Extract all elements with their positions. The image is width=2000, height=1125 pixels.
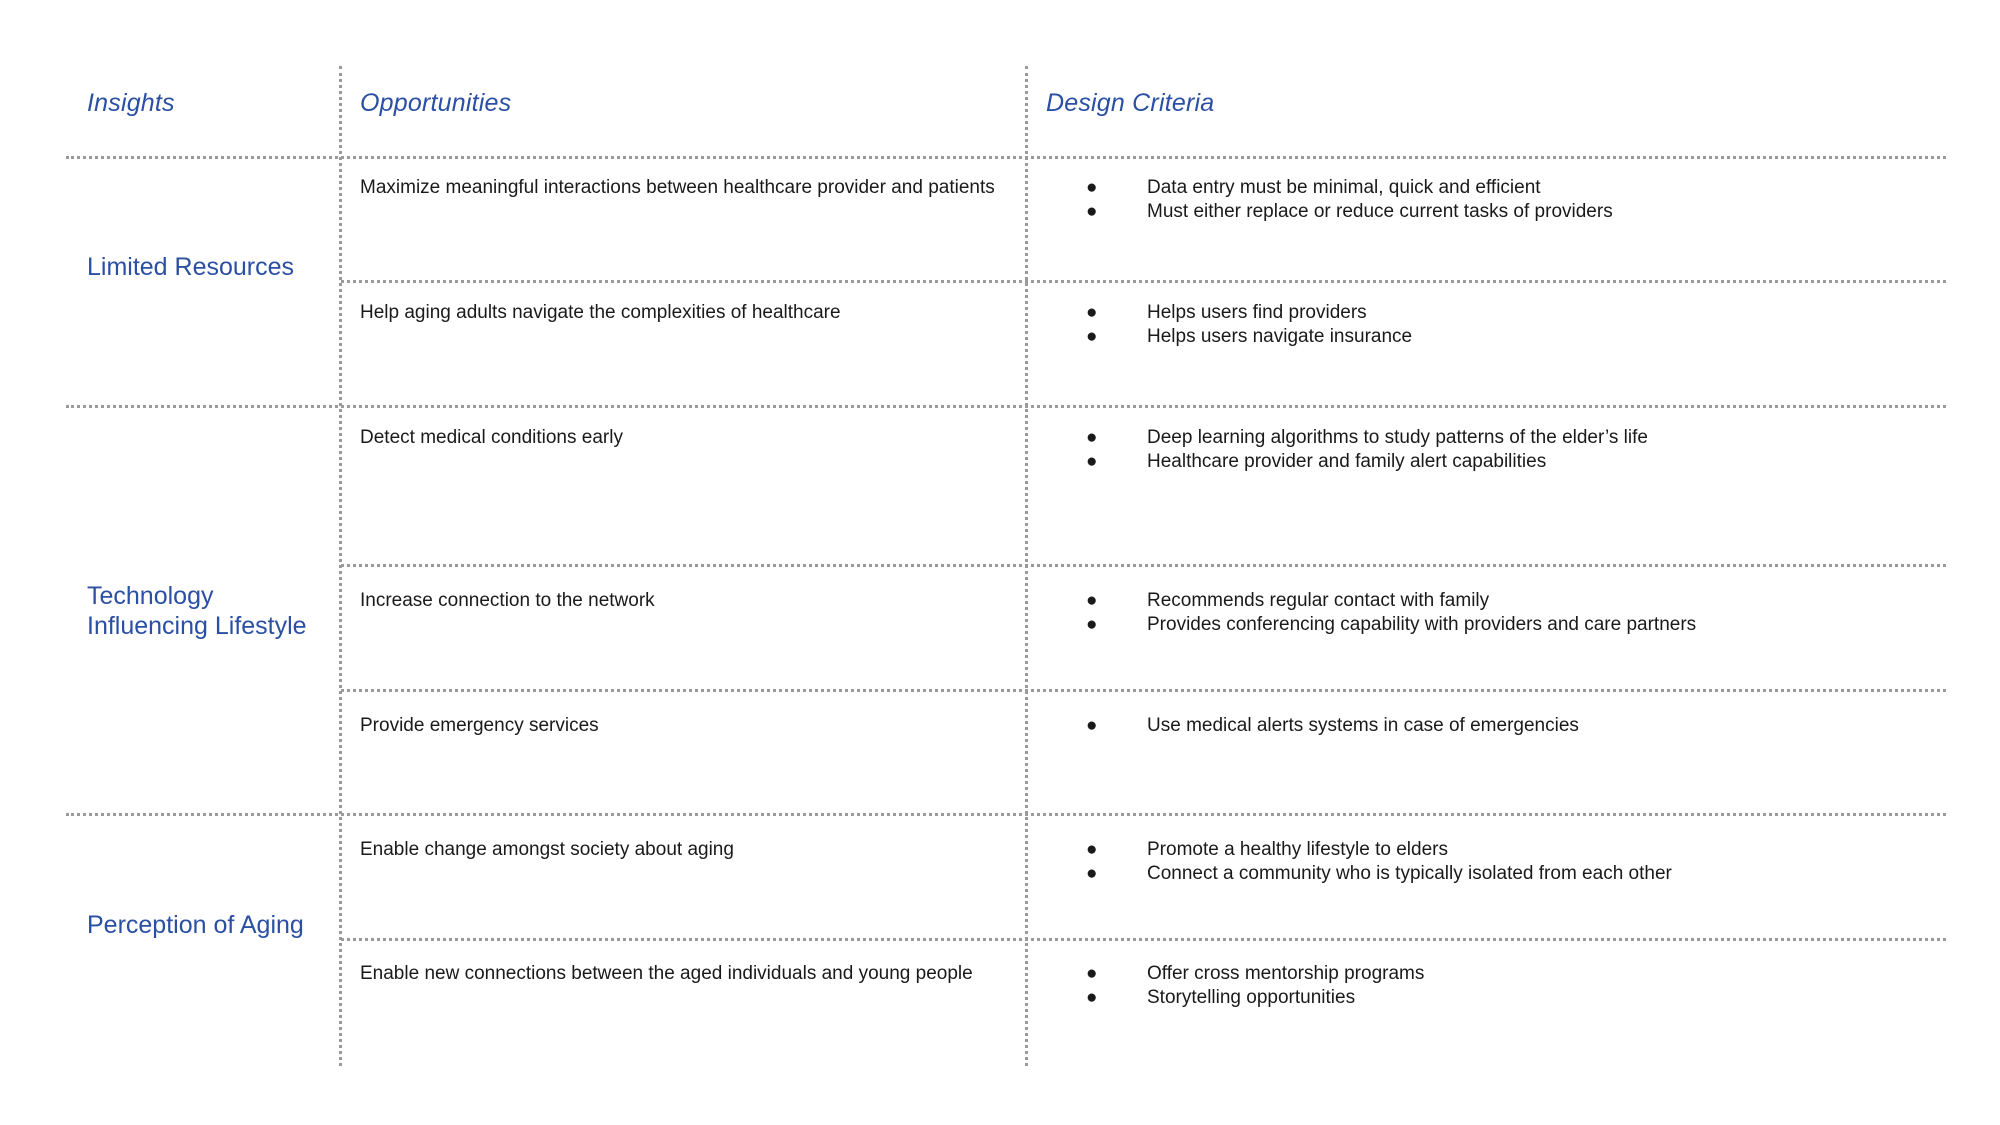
bullet-icon: ● [1086,302,1098,323]
insight-limited-resources: Limited Resources [87,253,295,281]
criteria-text: Recommends regular contact with family [1147,590,1490,611]
bullet-icon: ● [1086,862,1098,884]
opportunity-text: Increase connection to the network [360,590,655,611]
criteria-text: Data entry must be minimal, quick and efficient [1147,177,1541,198]
bullet-icon: ● [1086,839,1098,860]
bullet-icon: ● [1086,450,1098,472]
criteria-item [1086,962,1956,986]
opportunity-text: Detect medical conditions early [360,427,623,448]
opportunity-text: Maximize meaningful interactions between healthcare provider and patients [360,177,995,198]
criteria-item [1086,589,1956,613]
divider-row [341,689,1946,692]
criteria-item [1086,176,1956,200]
insight-technology-influencing-lifestyle: Technology Influencing Lifestyle [87,582,307,640]
criteria-item [1086,450,1956,474]
criteria-text: Provides conferencing capability with providers and care partners [1147,613,1697,635]
criteria-text: Healthcare provider and family alert capabilities [1147,450,1547,472]
opportunity-text: Provide emergency services [360,715,599,736]
header-opportunities: Opportunities [360,89,512,117]
bullet-icon: ● [1086,715,1098,736]
criteria-list [1086,589,1956,636]
criteria-list [1086,714,1956,738]
criteria-item [1086,986,1956,1010]
criteria-text: Offer cross mentorship programs [1147,963,1425,984]
criteria-list [1086,962,1956,1009]
criteria-text: Helps users find providers [1147,302,1367,323]
criteria-item [1086,714,1956,738]
divider-row [341,938,1946,941]
bullet-icon: ● [1086,963,1098,984]
criteria-text: Deep learning algorithms to study patterns of the elder’s life [1147,427,1648,448]
criteria-text: Must either replace or reduce current tasks of providers [1147,200,1613,222]
bullet-icon: ● [1086,613,1098,635]
criteria-text: Storytelling opportunities [1147,986,1356,1008]
criteria-item [1086,838,1956,862]
criteria-item [1086,200,1956,224]
criteria-list [1086,301,1956,348]
criteria-list [1086,426,1956,473]
criteria-text: Promote a healthy lifestyle to elders [1147,839,1448,860]
opportunity-text: Help aging adults navigate the complexities of healthcare [360,302,841,323]
criteria-item [1086,325,1956,349]
divider-group-2 [66,813,1946,816]
divider-group-1 [66,405,1946,408]
bullet-icon: ● [1086,200,1098,222]
opportunity-text: Enable change amongst society about aging [360,839,734,860]
opportunity-text: Enable new connections between the aged individuals and young people [360,963,973,984]
bullet-icon: ● [1086,325,1098,347]
criteria-item [1086,862,1956,886]
header-design-criteria: Design Criteria [1046,89,1215,117]
criteria-list [1086,838,1956,885]
criteria-item [1086,613,1956,637]
criteria-item [1086,301,1956,325]
criteria-item [1086,426,1956,450]
criteria-text: Helps users navigate insurance [1147,325,1413,347]
divider-row [341,564,1946,567]
criteria-text: Connect a community who is typically isolated from each other [1147,862,1672,884]
divider-header [66,156,1946,159]
divider-row [341,280,1946,283]
header-insights: Insights [87,89,175,117]
bullet-icon: ● [1086,590,1098,611]
bullet-icon: ● [1086,986,1098,1008]
bullet-icon: ● [1086,427,1098,448]
insight-perception-of-aging: Perception of Aging [87,911,304,939]
criteria-list [1086,176,1956,223]
bullet-icon: ● [1086,177,1098,198]
criteria-text: Use medical alerts systems in case of emergencies [1147,715,1579,736]
